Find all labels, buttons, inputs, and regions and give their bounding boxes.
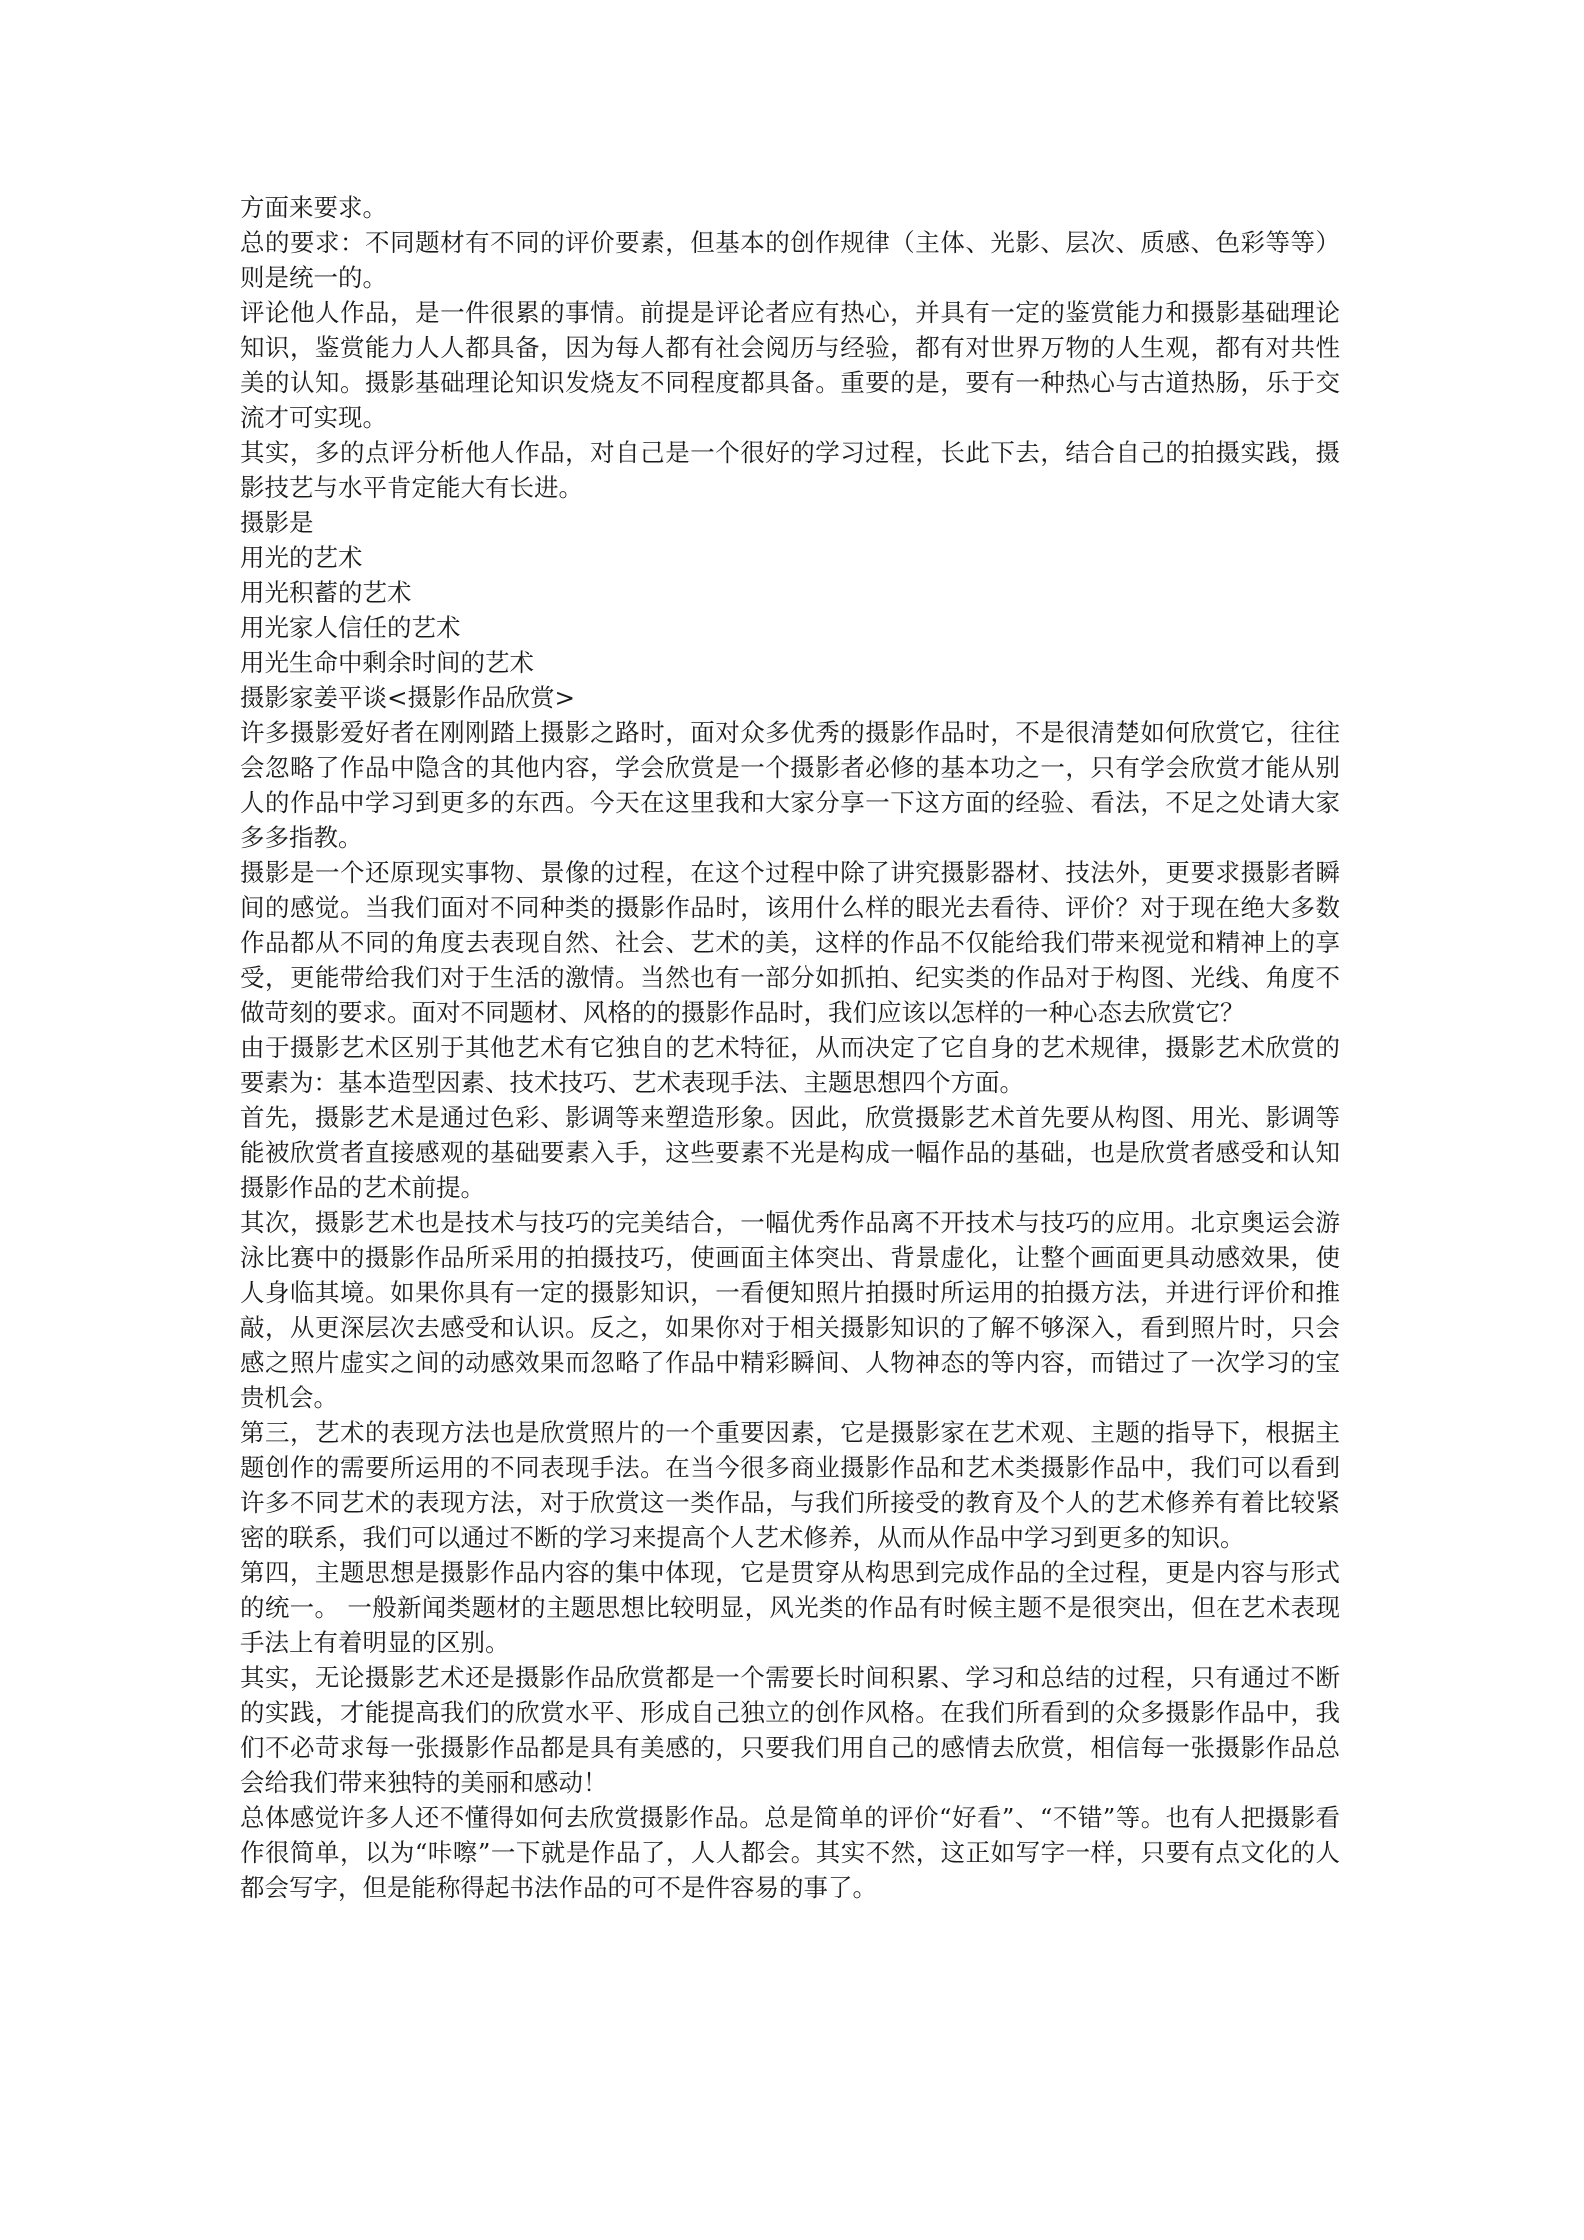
document-page (240, 190, 1340, 1905)
paragraph: 由于摄影艺术区别于其他艺术有它独自的艺术特征，从而决定了它自身的艺术规律，摄影艺术欣赏的要素为：基本造型因素、技术技巧、艺术表现手法、主题思想四个方面。 (240, 1033, 1340, 1097)
poem-line: 用光家人信任的艺术 (240, 613, 461, 642)
paragraph: 方面来要求。 (240, 193, 387, 222)
poem-line: 用光生命中剩余时间的艺术 (240, 648, 534, 677)
paragraph: 摄影是一个还原现实事物、景像的过程，在这个过程中除了讲究摄影器材、技法外，更要求摄影者瞬间的感觉。当我们面对不同种类的摄影作品时，该用什么样的眼光去看待、评价？对于现在绝大多数作品都从不同的角度去表现自然、社会、艺术的美，这样的作品不仅能给我们带来视觉和精神上的享受，更能带给我们对于生活的激情。当然也有一部分如抓拍、纪实类的作品对于构图、光线、角度不做苛刻的要求。面对不同题材、风格的的摄影作品时，我们应该以怎样的一种心态去欣赏它？ (240, 858, 1340, 1027)
section-heading: 摄影家姜平谈<摄影作品欣赏> (240, 683, 576, 712)
paragraph: 第三，艺术的表现方法也是欣赏照片的一个重要因素，它是摄影家在艺术观、主题的指导下，根据主题创作的需要所运用的不同表现手法。在当今很多商业摄影作品和艺术类摄影作品中，我们可以看到许多不同艺术的表现方法，对于欣赏这一类作品，与我们所接受的教育及个人的艺术修养有着比较紧密的联系，我们可以通过不断的学习来提高个人艺术修养，从而从作品中学习到更多的知识。 (240, 1418, 1340, 1552)
paragraph: 总的要求：不同题材有不同的评价要素，但基本的创作规律（主体、光影、层次、质感、色彩等等）则是统一的。 (240, 228, 1340, 292)
paragraph: 首先，摄影艺术是通过色彩、影调等来塑造形象。因此，欣赏摄影艺术首先要从构图、用光、影调等能被欣赏者直接感观的基础要素入手，这些要素不光是构成一幅作品的基础，也是欣赏者感受和认知摄影作品的艺术前提。 (240, 1103, 1340, 1202)
paragraph: 第四，主题思想是摄影作品内容的集中体现，它是贯穿从构思到完成作品的全过程，更是内容与形式的统一。 一般新闻类题材的主题思想比较明显，风光类的作品有时候主题不是很突出，但在艺术表现手法上有着明显的区别。 (240, 1558, 1340, 1657)
paragraph: 评论他人作品，是一件很累的事情。前提是评论者应有热心，并具有一定的鉴赏能力和摄影基础理论知识，鉴赏能力人人都具备，因为每人都有社会阅历与经验，都有对世界万物的人生观，都有对共性美的认知。摄影基础理论知识发烧友不同程度都具备。重要的是，要有一种热心与古道热肠，乐于交流才可实现。 (240, 298, 1340, 432)
poem-line: 摄影是 (240, 508, 314, 537)
paragraph: 其实，多的点评分析他人作品，对自己是一个很好的学习过程，长此下去，结合自己的拍摄实践，摄影技艺与水平肯定能大有长进。 (240, 438, 1340, 502)
paragraph: 其次，摄影艺术也是技术与技巧的完美结合，一幅优秀作品离不开技术与技巧的应用。北京奥运会游泳比赛中的摄影作品所采用的拍摄技巧，使画面主体突出、背景虚化，让整个画面更具动感效果，使人身临其境。如果你具有一定的摄影知识，一看便知照片拍摄时所运用的拍摄方法，并进行评价和推敲，从更深层次去感受和认识。反之，如果你对于相关摄影知识的了解不够深入，看到照片时，只会感之照片虚实之间的动感效果而忽略了作品中精彩瞬间、人物神态的等内容，而错过了一次学习的宝贵机会。 (240, 1208, 1340, 1412)
paragraph: 许多摄影爱好者在刚刚踏上摄影之路时，面对众多优秀的摄影作品时，不是很清楚如何欣赏它，往往会忽略了作品中隐含的其他内容，学会欣赏是一个摄影者必修的基本功之一，只有学会欣赏才能从别人的作品中学习到更多的东西。今天在这里我和大家分享一下这方面的经验、看法，不足之处请大家多多指教。 (240, 718, 1340, 852)
paragraph: 总体感觉许多人还不懂得如何去欣赏摄影作品。总是简单的评价“好看”、“不错”等。也有人把摄影看作很简单，以为“咔嚓”一下就是作品了，人人都会。其实不然，这正如写字一样，只要有点文化的人都会写字，但是能称得起书法作品的可不是件容易的事了。 (240, 1803, 1340, 1902)
poem-line: 用光的艺术 (240, 543, 363, 572)
paragraph: 其实，无论摄影艺术还是摄影作品欣赏都是一个需要长时间积累、学习和总结的过程，只有通过不断的实践，才能提高我们的欣赏水平、形成自己独立的创作风格。在我们所看到的众多摄影作品中，我们不必苛求每一张摄影作品都是具有美感的，只要我们用自己的感情去欣赏，相信每一张摄影作品总会给我们带来独特的美丽和感动！ (240, 1663, 1340, 1797)
poem-line: 用光积蓄的艺术 (240, 578, 412, 607)
